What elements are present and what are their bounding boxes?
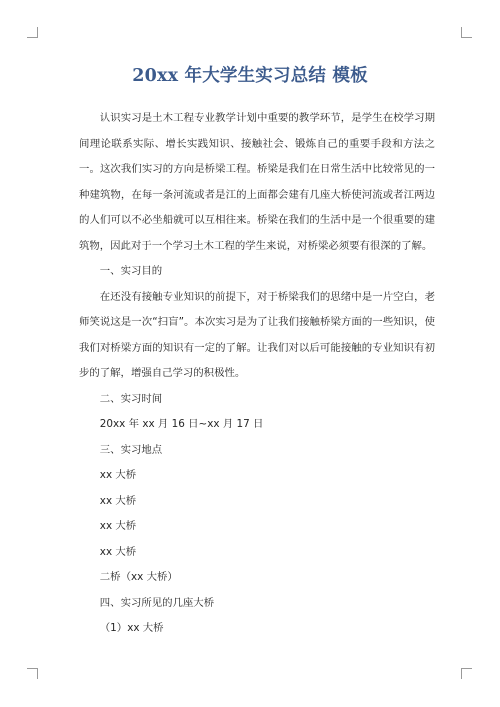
page-corner-mark-bottom-left [27, 668, 38, 679]
page-corner-mark-top-left [27, 27, 38, 38]
location-item: xx 大桥 [99, 494, 137, 507]
purpose-paragraph: 在还没有接触专业知识的前提下，对于桥梁我们的思绪中是一片空白，老师笑说这是一次“扫盲”。本次实习是为了让我们接触桥梁方面的一些知识，使我们对桥梁方面的知识有一定的了解。让我们对以后可能接触的专业知识有初步的了解，增强自己学习的积极性。 [79, 290, 435, 379]
internship-date-range: 20xx 年 xx 月 16 日~xx 月 17 日 [99, 418, 264, 430]
location-item: xx 大桥 [99, 520, 137, 532]
page-corner-mark-bottom-right [461, 668, 472, 679]
location-item: xx 大桥 [99, 469, 137, 481]
bridge-subitem: （1）xx 大桥 [99, 622, 164, 634]
section-heading-purpose: 一、实习目的 [99, 265, 163, 277]
location-item: 二桥（xx 大桥） [99, 571, 178, 583]
section-heading-location: 三、实习地点 [99, 443, 163, 456]
document-title: 20xx 年大学生实习总结 模板 [132, 66, 368, 86]
section-heading-bridges: 四、实习所见的几座大桥 [99, 596, 215, 609]
section-heading-time: 二、实习时间 [99, 392, 163, 405]
location-item: xx 大桥 [99, 545, 137, 558]
intro-paragraph: 认识实习是土木工程专业教学计划中重要的教学环节，是学生在校学习期间理论联系实际、增长实践知识、接触社会、锻炼自己的重要手段和方法之一。这次我们实习的方向是桥梁工程。桥梁是我们在日常生活中比较常见的一种建筑物，在每一条河流或者是江的上面都会建有几座大桥使河流或者江两边的人们可以不必坐船就可以互相往来。桥梁在我们的生活中是一个很重要的建筑物，因此对于一个学习土木工程的学生来说，对桥梁必须要有很深的了解。 [79, 112, 435, 252]
page-corner-mark-top-right [461, 27, 472, 38]
document-body [79, 106, 435, 642]
